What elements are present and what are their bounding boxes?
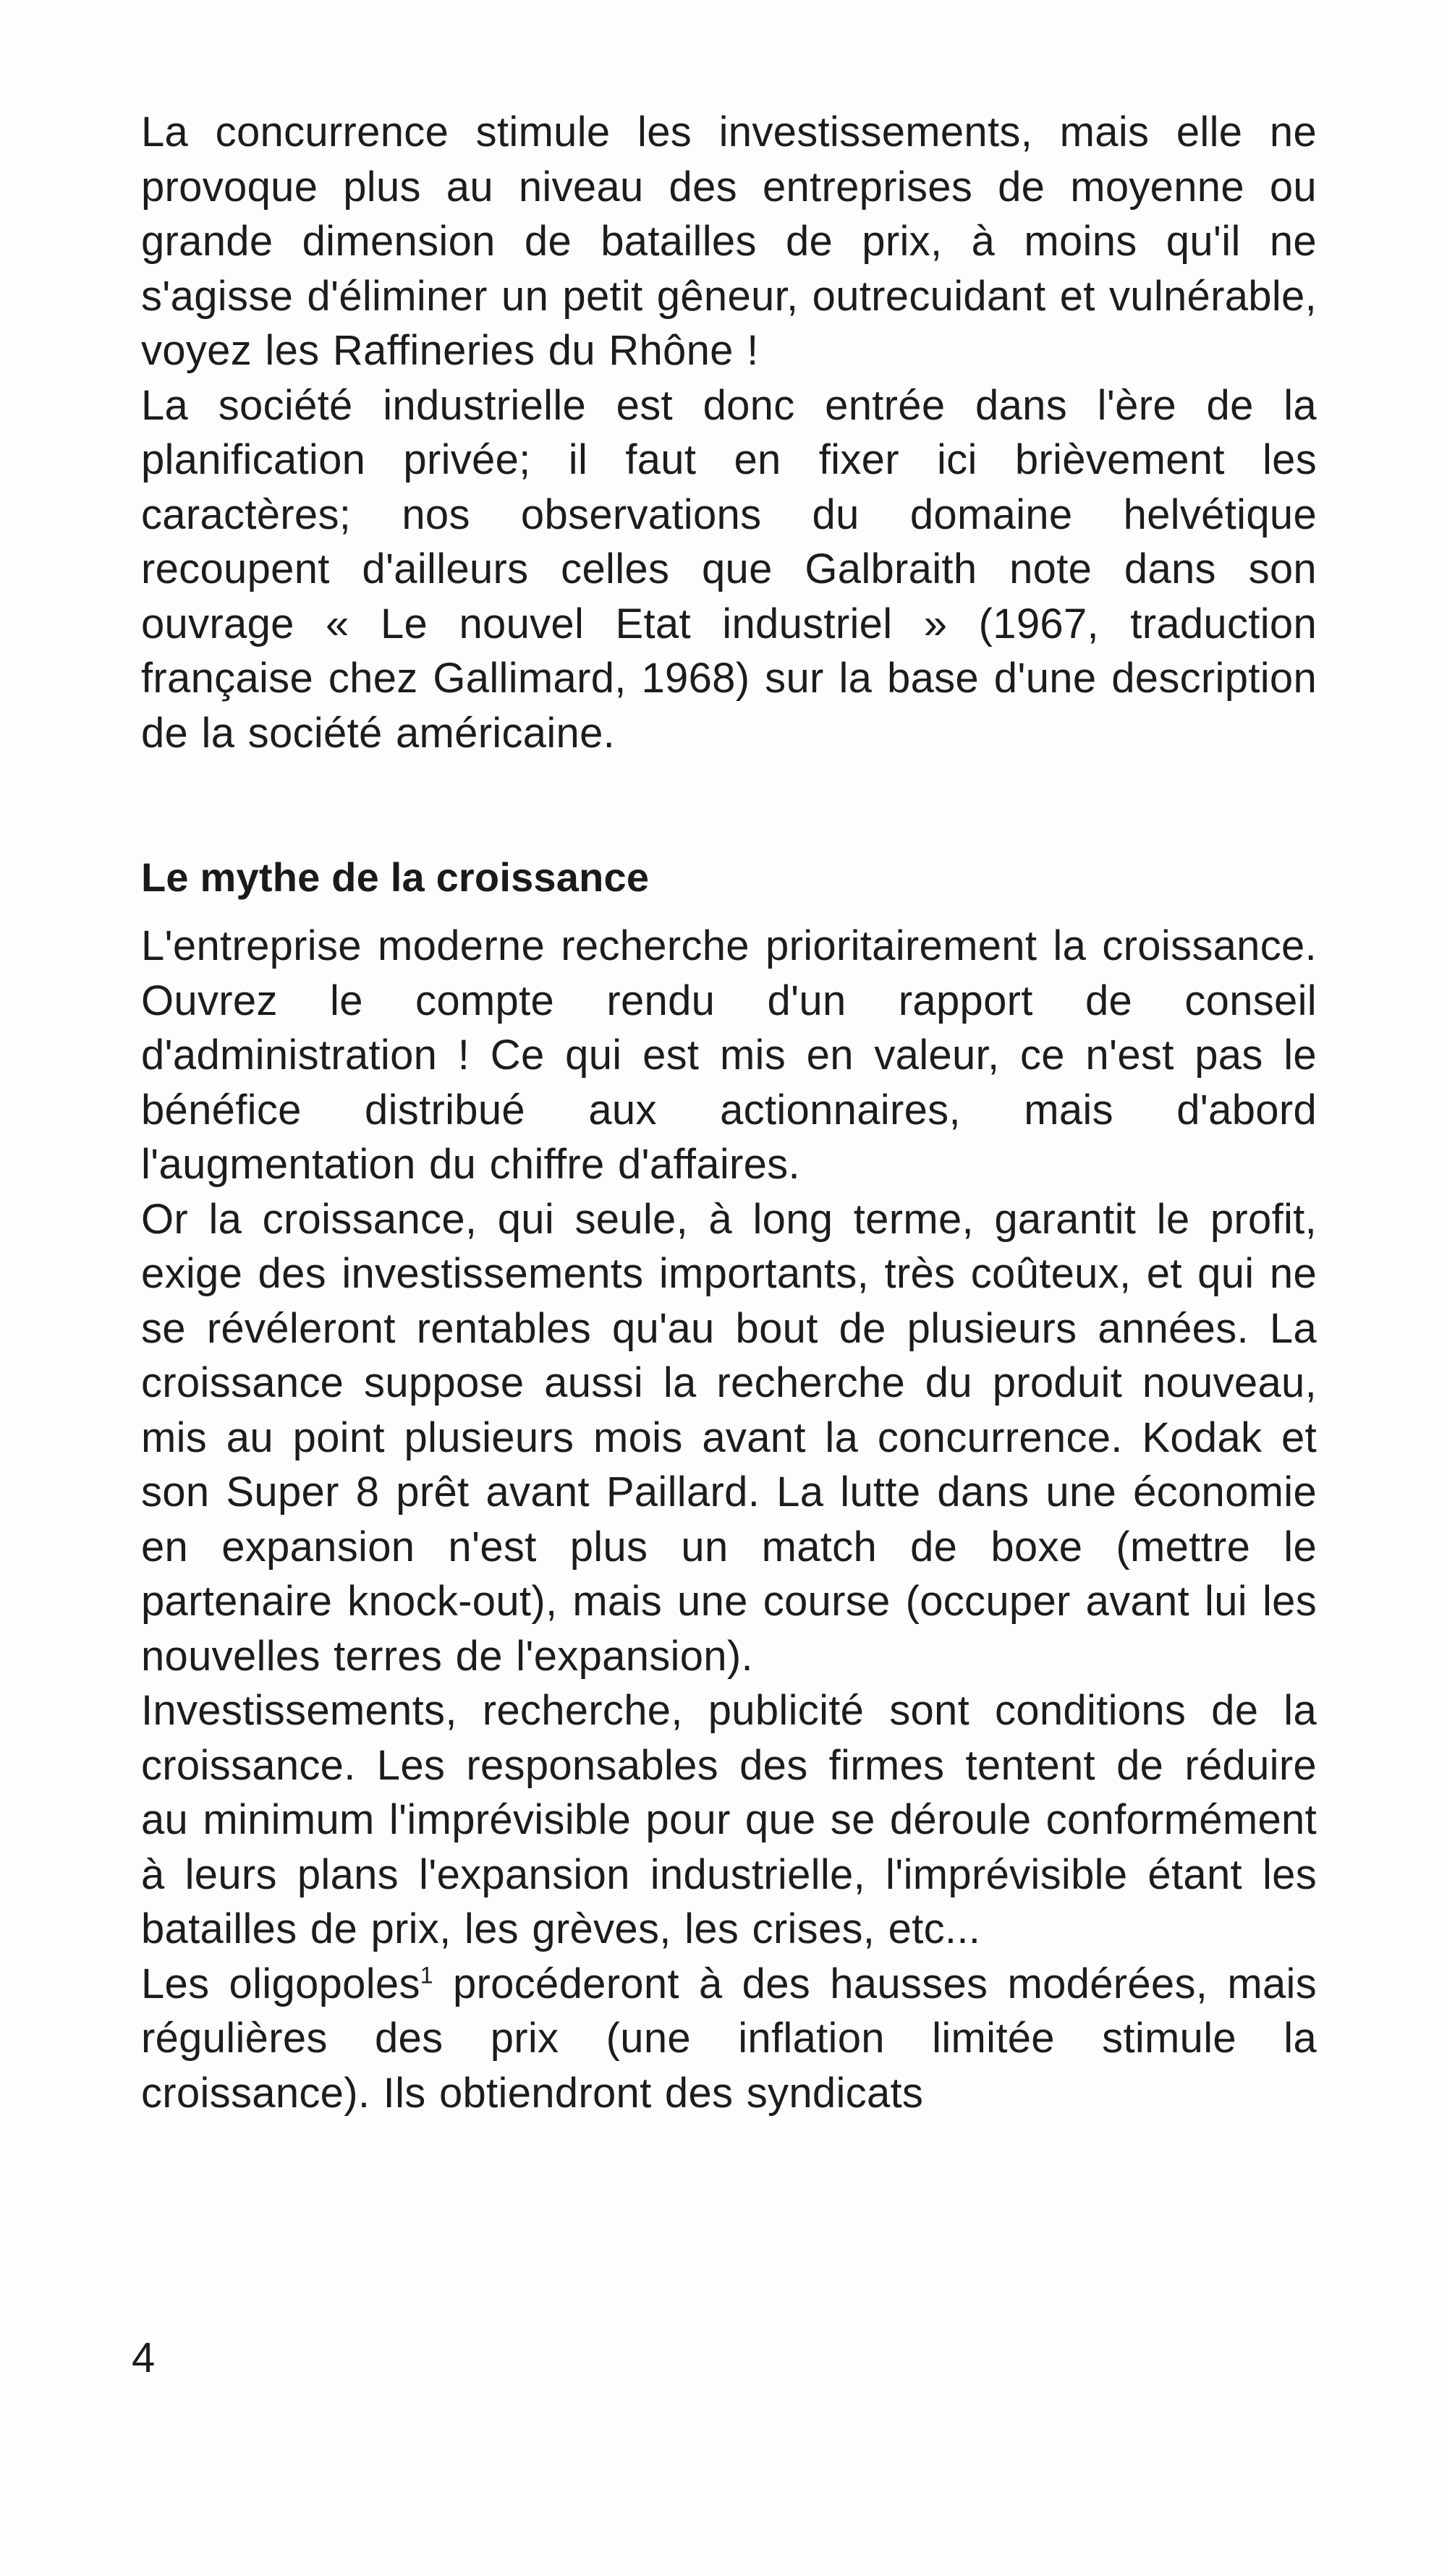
paragraph-competition: La concurrence stimule les investissements, mais elle ne provoque plus au niveau des entreprises de moyenne ou grande dimension de batailles de prix, à moins qu'il ne s'agisse d'éliminer un petit gêneur, outrecuidant et vulnérable, voyez les Raffineries du Rhône !: [141, 109, 1317, 374]
page-number: 4: [132, 2334, 156, 2381]
intro-text: [141, 105, 1317, 760]
paragraph-planification: La société industrielle est donc entrée dans l'ère de la planification privée; il faut en fixer ici brièvement les caractères; nos observations du domaine helvétique recoupent d'ailleurs celles que Galbraith note dans son ouvrage « Le nouvel Etat industriel » (1967, traduction française chez Gallimard, 1968) sur la base d'une description de la société américaine.: [141, 381, 1317, 757]
oligopolies-start: Les oligopoles: [141, 1960, 420, 2007]
oligopolies-rest: procéderont à des hausses modérées, mais régulières des prix (une inflation limitée stimule la croissance). Ils obtiendront des syndicats: [141, 1960, 1317, 2117]
paragraph-conditions: Investissements, recherche, publicité sont conditions de la croissance. Les responsables des firmes tentent de réduire au minimum l'imprévisible pour que se déroule conformément à leurs plans l'expansion industrielle, l'imprévisible étant les batailles de prix, les grèves, les crises, etc...: [141, 1687, 1317, 1952]
section-text: [141, 919, 1317, 2120]
footnote-mark[interactable]: 1: [420, 1962, 433, 1989]
section-heading: Le mythe de la croissance: [141, 854, 650, 900]
paragraph-growth: Or la croissance, qui seule, à long terme, garantit le profit, exige des investissements importants, très coûteux, et qui ne se révéleront rentables qu'au bout de plusieurs années. La croissance suppose aussi la recherche du produit nouveau, mis au point plusieurs mois avant la concurrence. Kodak et son Super 8 prêt avant Paillard. La lutte dans une économie en expansion n'est plus un match de boxe (mettre le partenaire knock-out), mais une course (occuper avant lui les nouvelles terres de l'expansion).: [141, 1195, 1317, 1680]
paragraph-oligopolies: [141, 1957, 1317, 2121]
paragraph-enterprise: L'entreprise moderne recherche prioritairement la croissance. Ouvrez le compte rendu d'un rapport de conseil d'administration ! Ce qui est mis en valeur, ce n'est pas le bénéfice distribué aux actionnaires, mais d'abord l'augmentation du chiffre d'affaires.: [141, 922, 1317, 1188]
